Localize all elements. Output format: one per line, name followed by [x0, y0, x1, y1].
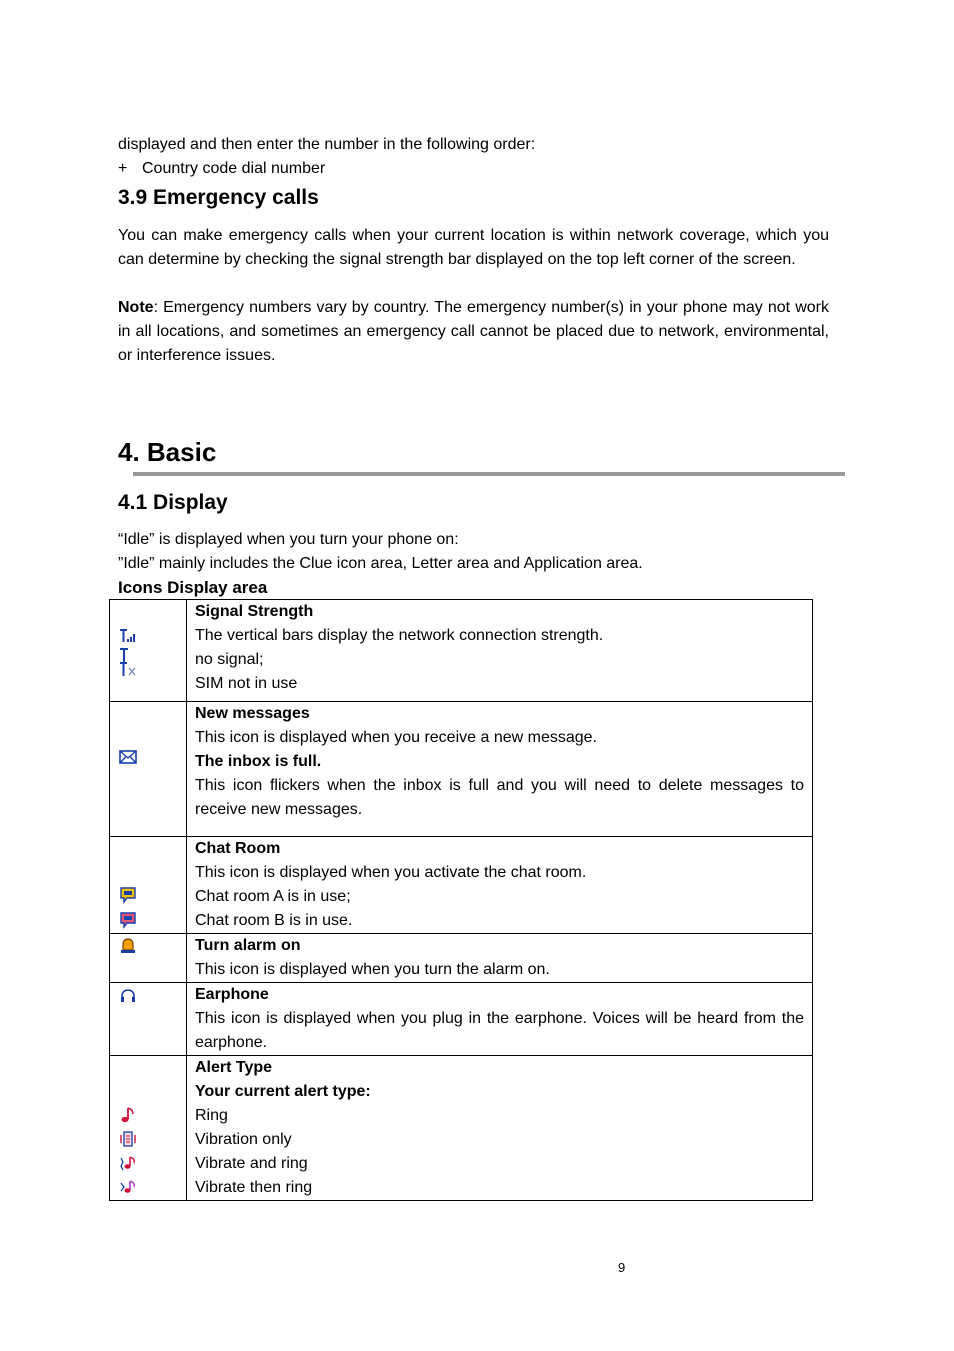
icon-cell — [110, 600, 187, 702]
chapter-heading: 4. Basic — [118, 437, 217, 467]
icon-cell — [110, 837, 187, 934]
row-text: This icon is displayed when you activate the chat room. — [195, 864, 587, 881]
icon-cell — [110, 934, 187, 983]
row-text: This icon is displayed when you turn the alarm on. — [195, 961, 550, 978]
vibrate-and-ring-icon — [119, 1154, 137, 1172]
row-text: This icon flickers when the inbox is full and you will need to delete messages to receive new messages. — [195, 777, 804, 818]
description-cell — [187, 837, 813, 934]
row-text: Vibrate and ring — [195, 1155, 308, 1172]
vibration-icon — [119, 1130, 137, 1148]
section-heading-emergency: 3.9 Emergency calls — [118, 186, 319, 209]
ring-icon — [119, 1106, 137, 1124]
row-title: Turn alarm on — [195, 937, 301, 954]
alarm-bell-icon — [119, 937, 137, 955]
row-text: no signal; — [195, 651, 264, 668]
table-row — [110, 837, 813, 934]
emergency-paragraph: You can make emergency calls when your current location is within network coverage, which you can determine by checking the signal strength bar displayed on the top left corner of the screen. — [118, 227, 829, 268]
chat-room-a-icon — [119, 886, 137, 904]
intro-line: displayed and then enter the number in the following order: — [118, 136, 536, 153]
chapter-rule — [133, 472, 845, 476]
bullet-text: Country code dial number — [142, 160, 326, 177]
note-label: Note — [118, 299, 154, 316]
signal-strength-icon — [119, 628, 137, 646]
row-text: Vibration only — [195, 1131, 292, 1148]
bullet-symbol: + — [118, 160, 128, 177]
row-title: Earphone — [195, 986, 269, 1003]
headphones-icon — [119, 987, 137, 1005]
chat-room-b-icon — [119, 911, 137, 929]
envelope-icon — [119, 748, 137, 766]
no-sim-icon — [119, 660, 137, 678]
description-cell — [187, 600, 813, 702]
row-title: Alert Type — [195, 1059, 273, 1076]
icon-cell — [110, 702, 187, 837]
row-title: New messages — [195, 705, 310, 722]
note-paragraph — [118, 296, 829, 368]
description-cell — [187, 934, 813, 983]
row-text: Ring — [195, 1107, 228, 1124]
icon-cell — [110, 983, 187, 1056]
row-title: Chat Room — [195, 840, 281, 857]
row-title: Signal Strength — [195, 603, 314, 620]
table-row — [110, 983, 813, 1056]
note-text: : Emergency numbers vary by country. The emergency number(s) in your phone may not work in all locations, and sometimes an emergency call cannot be placed due to network, environmental, or interference issues. — [118, 299, 829, 364]
table-row — [110, 702, 813, 837]
display-line-2: ”Idle” mainly includes the Clue icon area, Letter area and Application area. — [118, 555, 643, 572]
table-title: Icons Display area — [118, 578, 268, 597]
description-cell — [187, 702, 813, 837]
table-row — [110, 934, 813, 983]
row-text: This icon is displayed when you plug in the earphone. Voices will be heard from the earphone. — [195, 1010, 804, 1051]
row-text: The vertical bars display the network connection strength. — [195, 627, 604, 644]
table-row — [110, 1056, 813, 1201]
page-number: 9 — [618, 1260, 626, 1275]
row-text: This icon is displayed when you receive a new message. — [195, 729, 597, 746]
description-cell — [187, 1056, 813, 1201]
icons-table — [109, 599, 813, 1201]
row-subtitle: Your current alert type: — [195, 1083, 371, 1100]
section-heading-display: 4.1 Display — [118, 491, 228, 514]
description-cell — [187, 983, 813, 1056]
table-row — [110, 600, 813, 702]
vibrate-then-ring-icon — [119, 1178, 137, 1196]
row-text: Chat room A is in use; — [195, 888, 351, 905]
row-text: Chat room B is in use. — [195, 912, 353, 929]
icon-cell — [110, 1056, 187, 1201]
row-text: Vibrate then ring — [195, 1179, 313, 1196]
row-subtitle: The inbox is full. — [195, 753, 322, 770]
display-line-1: “Idle” is displayed when you turn your phone on: — [118, 531, 459, 548]
row-text: SIM not in use — [195, 675, 298, 692]
